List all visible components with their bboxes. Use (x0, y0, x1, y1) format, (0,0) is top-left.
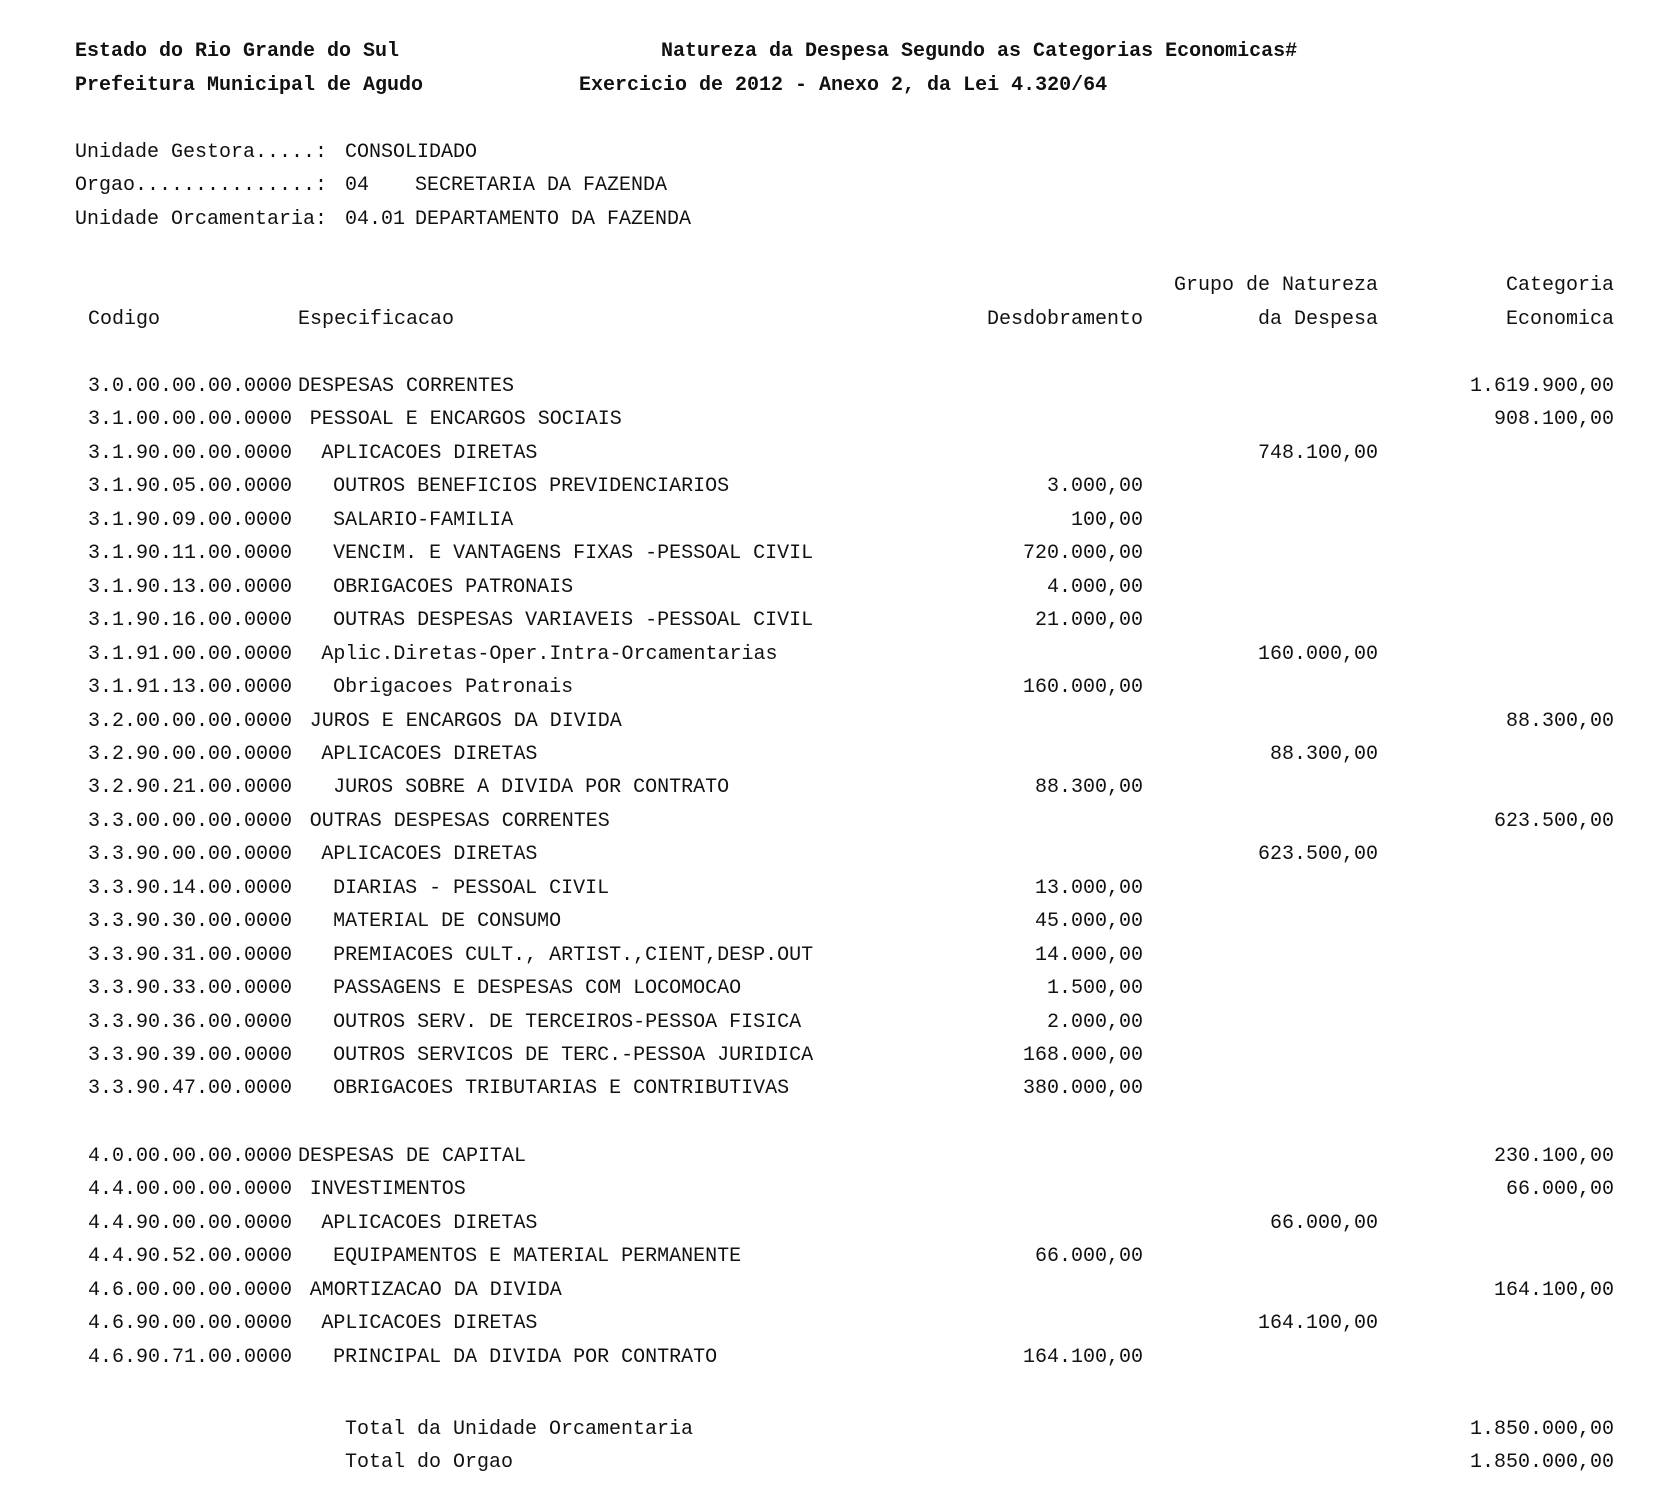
row-description: EQUIPAMENTOS E MATERIAL PERMANENTE (333, 1245, 742, 1269)
state-name: Estado do Rio Grande do Sul (75, 40, 400, 63)
row-desdobramento: 1.500,00 (1046, 977, 1143, 1001)
total-unidade-value: 1.850.000,00 (1469, 1418, 1614, 1441)
table-row (0, 776, 1653, 809)
col-grupo-line2: da Despesa (1257, 308, 1378, 331)
row-desdobramento: 720.000,00 (1022, 542, 1143, 566)
col-categoria-line2: Economica (1505, 308, 1614, 331)
row-desdobramento: 66.000,00 (1034, 1245, 1143, 1269)
row-description: AMORTIZACAO DA DIVIDA (309, 1278, 562, 1302)
row-code: 3.3.90.47.00.0000 (88, 1077, 293, 1101)
table-row (0, 977, 1653, 1010)
gestora-value: CONSOLIDADO (345, 141, 478, 164)
table-row (0, 1044, 1653, 1077)
row-description: Obrigacoes Patronais (333, 676, 574, 700)
unidade-label: Unidade Orcamentaria: (75, 208, 328, 231)
table-row (0, 609, 1653, 642)
row-code: 4.6.90.00.00.0000 (88, 1312, 293, 1336)
table-row (0, 944, 1653, 977)
row-desdobramento: 21.000,00 (1034, 609, 1143, 633)
row-desdobramento: 160.000,00 (1022, 676, 1143, 700)
row-desdobramento: 14.000,00 (1034, 943, 1143, 967)
row-code: 4.0.00.00.00.0000 (88, 1144, 293, 1168)
row-code: 3.1.91.13.00.0000 (88, 676, 293, 700)
row-description: OUTRAS DESPESAS CORRENTES (309, 809, 610, 833)
row-description: SALARIO-FAMILIA (333, 508, 514, 532)
col-codigo: Codigo (88, 308, 161, 331)
row-description: JUROS SOBRE A DIVIDA POR CONTRATO (333, 776, 730, 800)
row-grupo: 88.300,00 (1269, 742, 1378, 766)
row-code: 3.3.90.39.00.0000 (88, 1044, 293, 1067)
table-row (0, 1011, 1653, 1044)
col-especificacao: Especificacao (298, 308, 455, 331)
table-row (0, 910, 1653, 943)
row-description: JUROS E ENCARGOS DA DIVIDA (309, 709, 622, 733)
row-description: OUTRAS DESPESAS VARIAVEIS -PESSOAL CIVIL (333, 609, 814, 633)
row-code: 3.1.90.11.00.0000 (88, 542, 293, 566)
row-categoria: 1.619.900,00 (1469, 375, 1614, 398)
row-desdobramento: 164.100,00 (1022, 1345, 1143, 1369)
row-code: 3.3.90.00.00.0000 (88, 843, 293, 867)
row-description: PRINCIPAL DA DIVIDA POR CONTRATO (333, 1345, 718, 1369)
orgao-code: 04 (345, 174, 370, 197)
row-code: 3.3.90.36.00.0000 (88, 1010, 293, 1034)
orgao-name: SECRETARIA DA FAZENDA (415, 174, 668, 197)
row-categoria: 230.100,00 (1493, 1144, 1614, 1168)
row-desdobramento: 168.000,00 (1022, 1044, 1143, 1067)
row-desdobramento: 4.000,00 (1046, 575, 1143, 599)
report-title: Natureza da Despesa Segundo as Categorias Economicas# (661, 40, 1298, 63)
table-row (0, 1346, 1653, 1379)
table-row (0, 475, 1653, 508)
row-description: OUTROS SERVICOS DE TERC.-PESSOA JURIDICA (333, 1044, 814, 1067)
row-code: 3.1.00.00.00.0000 (88, 408, 293, 432)
table-row (0, 1279, 1653, 1312)
col-desdobramento: Desdobramento (986, 308, 1143, 331)
table-row (0, 676, 1653, 709)
row-description: PASSAGENS E DESPESAS COM LOCOMOCAO (333, 977, 742, 1001)
table-row (0, 1245, 1653, 1278)
col-grupo-line1: Grupo de Natureza (1173, 274, 1378, 297)
row-desdobramento: 3.000,00 (1046, 475, 1143, 499)
row-code: 3.1.90.00.00.0000 (88, 441, 293, 465)
row-code: 4.6.90.71.00.0000 (88, 1345, 293, 1369)
table-row (0, 1178, 1653, 1211)
row-description: APLICACOES DIRETAS (321, 742, 538, 766)
row-grupo: 623.500,00 (1257, 843, 1378, 867)
table-row (0, 810, 1653, 843)
row-code: 3.3.90.14.00.0000 (88, 876, 293, 900)
row-categoria: 623.500,00 (1493, 809, 1614, 833)
row-desdobramento: 2.000,00 (1046, 1010, 1143, 1034)
col-categoria-line1: Categoria (1505, 274, 1614, 297)
row-grupo: 160.000,00 (1257, 642, 1378, 666)
row-grupo: 748.100,00 (1257, 441, 1378, 465)
row-code: 3.1.90.05.00.0000 (88, 475, 293, 499)
row-description: INVESTIMENTOS (309, 1178, 466, 1202)
unidade-name: DEPARTAMENTO DA FAZENDA (415, 208, 692, 231)
table-row (0, 1212, 1653, 1245)
row-description: VENCIM. E VANTAGENS FIXAS -PESSOAL CIVIL (333, 542, 814, 566)
row-code: 4.6.00.00.00.0000 (88, 1278, 293, 1302)
row-description: APLICACOES DIRETAS (321, 441, 538, 465)
table-row (0, 576, 1653, 609)
unidade-code: 04.01 (345, 208, 406, 231)
row-code: 4.4.90.00.00.0000 (88, 1211, 293, 1235)
total-orgao-label: Total do Orgao (345, 1451, 514, 1474)
row-desdobramento: 380.000,00 (1022, 1077, 1143, 1101)
row-description: MATERIAL DE CONSUMO (333, 910, 562, 934)
report-subtitle: Exercicio de 2012 - Anexo 2, da Lei 4.320/64 (579, 74, 1108, 97)
row-code: 4.4.90.52.00.0000 (88, 1245, 293, 1269)
row-code: 3.3.90.33.00.0000 (88, 977, 293, 1001)
municipality-name: Prefeitura Municipal de Agudo (75, 74, 424, 97)
row-code: 4.4.00.00.00.0000 (88, 1178, 293, 1202)
table-row (0, 643, 1653, 676)
row-code: 3.1.90.16.00.0000 (88, 609, 293, 633)
row-description: APLICACOES DIRETAS (321, 843, 538, 867)
row-description: APLICACOES DIRETAS (321, 1312, 538, 1336)
row-code: 3.2.90.00.00.0000 (88, 742, 293, 766)
row-categoria: 66.000,00 (1505, 1178, 1614, 1202)
row-categoria: 164.100,00 (1493, 1278, 1614, 1302)
orgao-label: Orgao...............: (75, 174, 328, 197)
row-description: OBRIGACOES PATRONAIS (333, 575, 574, 599)
row-description: PESSOAL E ENCARGOS SOCIAIS (309, 408, 622, 432)
row-code: 3.1.91.00.00.0000 (88, 642, 293, 666)
row-categoria: 908.100,00 (1493, 408, 1614, 432)
table-row (0, 1145, 1653, 1178)
row-code: 3.3.90.30.00.0000 (88, 910, 293, 934)
total-unidade-label: Total da Unidade Orcamentaria (345, 1418, 694, 1441)
row-description: DIARIAS - PESSOAL CIVIL (333, 876, 610, 900)
table-row (0, 1077, 1653, 1110)
row-code: 3.2.00.00.00.0000 (88, 709, 293, 733)
row-code: 3.1.90.13.00.0000 (88, 575, 293, 599)
row-description: OUTROS SERV. DE TERCEIROS-PESSOA FISICA (333, 1010, 802, 1034)
row-desdobramento: 100,00 (1070, 508, 1143, 532)
row-description: DESPESAS CORRENTES (298, 375, 515, 398)
table-row (0, 710, 1653, 743)
row-categoria: 88.300,00 (1505, 709, 1614, 733)
table-row (0, 1312, 1653, 1345)
row-description: OUTROS BENEFICIOS PREVIDENCIARIOS (333, 475, 730, 499)
gestora-label: Unidade Gestora.....: (75, 141, 328, 164)
table-row (0, 408, 1653, 441)
row-grupo: 164.100,00 (1257, 1312, 1378, 1336)
row-desdobramento: 13.000,00 (1034, 876, 1143, 900)
row-description: PREMIACOES CULT., ARTIST.,CIENT,DESP.OUT (333, 943, 814, 967)
row-code: 3.0.00.00.00.0000 (88, 375, 293, 398)
row-grupo: 66.000,00 (1269, 1211, 1378, 1235)
row-code: 3.1.90.09.00.0000 (88, 508, 293, 532)
table-row (0, 843, 1653, 876)
table-row (0, 877, 1653, 910)
table-row (0, 542, 1653, 575)
row-code: 3.2.90.21.00.0000 (88, 776, 293, 800)
row-description: Aplic.Diretas-Oper.Intra-Orcamentarias (321, 642, 778, 666)
row-code: 3.3.90.31.00.0000 (88, 943, 293, 967)
table-row (0, 509, 1653, 542)
row-code: 3.3.00.00.00.0000 (88, 809, 293, 833)
row-description: APLICACOES DIRETAS (321, 1211, 538, 1235)
row-desdobramento: 45.000,00 (1034, 910, 1143, 934)
row-description: DESPESAS DE CAPITAL (298, 1144, 527, 1168)
row-description: OBRIGACOES TRIBUTARIAS E CONTRIBUTIVAS (333, 1077, 790, 1101)
table-row (0, 442, 1653, 475)
table-row (0, 743, 1653, 776)
row-desdobramento: 88.300,00 (1034, 776, 1143, 800)
total-orgao-value: 1.850.000,00 (1469, 1451, 1614, 1474)
table-row (0, 375, 1653, 408)
